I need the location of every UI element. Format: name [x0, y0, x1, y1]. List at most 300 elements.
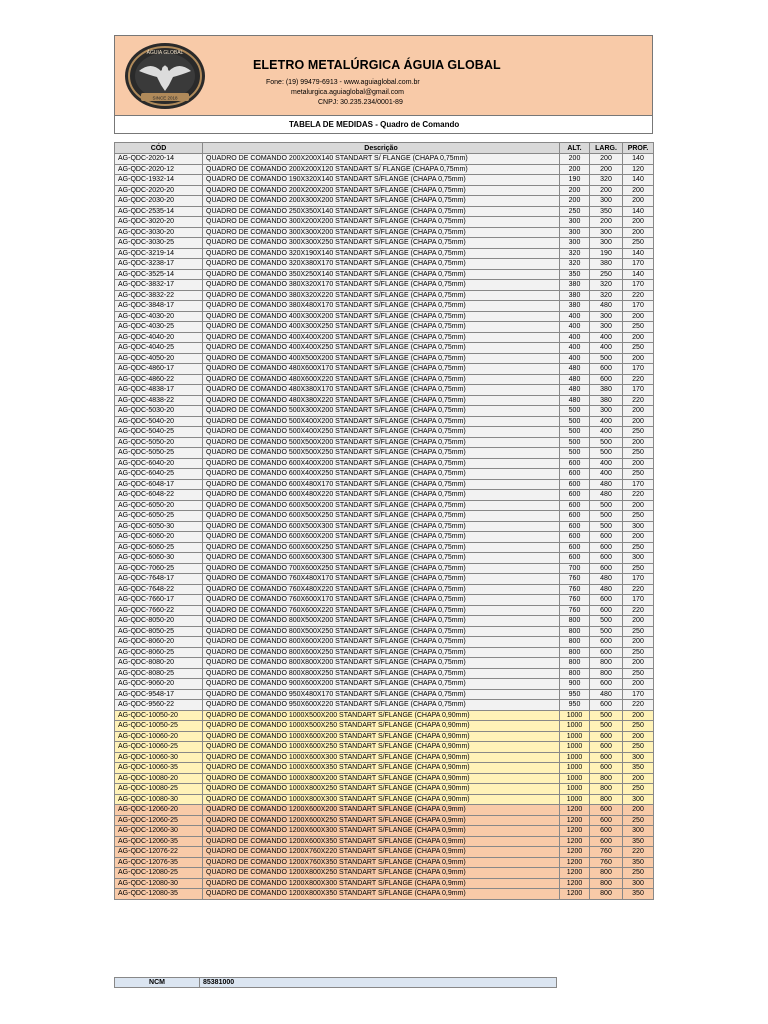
cell-code: AG-QDC-12080-30: [115, 878, 203, 889]
cell-description: QUADRO DE COMANDO 760X480X220 STANDART S/FLANGE (CHAPA 0,75mm): [203, 584, 560, 595]
cell-code: AG-QDC-2020-20: [115, 185, 203, 196]
cell-height: 600: [560, 469, 590, 480]
table-row: [115, 364, 654, 375]
cell-height: 500: [560, 448, 590, 459]
cell-height: 600: [560, 500, 590, 511]
cell-depth: 350: [623, 763, 654, 774]
cell-description: QUADRO DE COMANDO 500X300X200 STANDART S/FLANGE (CHAPA 0,75mm): [203, 406, 560, 417]
cell-height: 350: [560, 269, 590, 280]
cell-code: AG-QDC-7648-17: [115, 574, 203, 585]
table-row: [115, 889, 654, 900]
cell-description: QUADRO DE COMANDO 480X380X220 STANDART S/FLANGE (CHAPA 0,75mm): [203, 395, 560, 406]
table-row: [115, 490, 654, 501]
cell-depth: 250: [623, 322, 654, 333]
cell-depth: 300: [623, 826, 654, 837]
cell-description: QUADRO DE COMANDO 200X200X120 STANDART S/ FLANGE (CHAPA 0,75mm): [203, 164, 560, 175]
cell-width: 300: [590, 311, 623, 322]
table-row: [115, 742, 654, 753]
cell-depth: 200: [623, 658, 654, 669]
table-row: [115, 406, 654, 417]
cell-width: 800: [590, 889, 623, 900]
cell-depth: 170: [623, 385, 654, 396]
cell-width: 400: [590, 469, 623, 480]
cell-depth: 170: [623, 259, 654, 270]
cell-height: 800: [560, 637, 590, 648]
table-row: [115, 416, 654, 427]
logo-text-top: ÁGUIA GLOBAL: [146, 50, 184, 56]
cell-height: 500: [560, 406, 590, 417]
cell-description: QUADRO DE COMANDO 1000X600X300 STANDART S/FLANGE (CHAPA 0,90mm): [203, 752, 560, 763]
table-row: [115, 322, 654, 333]
cell-code: AG-QDC-4030-20: [115, 311, 203, 322]
cell-width: 600: [590, 763, 623, 774]
cell-width: 800: [590, 868, 623, 879]
cell-width: 600: [590, 679, 623, 690]
cell-width: 600: [590, 374, 623, 385]
cell-height: 380: [560, 301, 590, 312]
cell-description: QUADRO DE COMANDO 800X600X250 STANDART S/FLANGE (CHAPA 0,75mm): [203, 647, 560, 658]
cell-depth: 220: [623, 395, 654, 406]
cell-description: QUADRO DE COMANDO 200X200X200 STANDART S/FLANGE (CHAPA 0,75mm): [203, 185, 560, 196]
cell-height: 800: [560, 658, 590, 669]
cell-code: AG-QDC-4050-20: [115, 353, 203, 364]
cell-depth: 200: [623, 679, 654, 690]
cell-height: 900: [560, 679, 590, 690]
cell-code: AG-QDC-2020-12: [115, 164, 203, 175]
table-row: [115, 175, 654, 186]
cell-description: QUADRO DE COMANDO 1000X600X250 STANDART S/FLANGE (CHAPA 0,90mm): [203, 742, 560, 753]
cell-description: QUADRO DE COMANDO 350X250X140 STANDART S/FLANGE (CHAPA 0,75mm): [203, 269, 560, 280]
table-row: [115, 332, 654, 343]
cell-code: AG-QDC-7060-25: [115, 563, 203, 574]
cell-depth: 200: [623, 416, 654, 427]
cell-description: QUADRO DE COMANDO 1200X800X250 STANDART S/FLANGE (CHAPA 0,9mm): [203, 868, 560, 879]
cell-depth: 200: [623, 185, 654, 196]
cell-code: AG-QDC-7648-22: [115, 584, 203, 595]
table-row: [115, 805, 654, 816]
cell-description: QUADRO DE COMANDO 600X400X250 STANDART S/FLANGE (CHAPA 0,75mm): [203, 469, 560, 480]
cell-height: 1200: [560, 815, 590, 826]
cell-height: 1200: [560, 878, 590, 889]
cell-width: 480: [590, 301, 623, 312]
table-row: [115, 668, 654, 679]
cell-description: QUADRO DE COMANDO 480X600X170 STANDART S/FLANGE (CHAPA 0,75mm): [203, 364, 560, 375]
table-row: [115, 269, 654, 280]
table-row: [115, 437, 654, 448]
cell-width: 320: [590, 175, 623, 186]
cell-code: AG-QDC-9560-22: [115, 700, 203, 711]
cell-code: AG-QDC-10060-35: [115, 763, 203, 774]
cell-width: 600: [590, 605, 623, 616]
cell-height: 400: [560, 353, 590, 364]
cell-width: 600: [590, 700, 623, 711]
cell-code: AG-QDC-12076-35: [115, 857, 203, 868]
table-row: [115, 826, 654, 837]
cell-height: 480: [560, 385, 590, 396]
cell-description: QUADRO DE COMANDO 1000X600X350 STANDART S/FLANGE (CHAPA 0,90mm): [203, 763, 560, 774]
cell-height: 400: [560, 332, 590, 343]
cell-code: AG-QDC-3030-25: [115, 238, 203, 249]
cell-code: AG-QDC-2535-14: [115, 206, 203, 217]
cell-height: 200: [560, 196, 590, 207]
cell-width: 600: [590, 595, 623, 606]
cell-width: 600: [590, 836, 623, 847]
cell-description: QUADRO DE COMANDO 950X480X170 STANDART S/FLANGE (CHAPA 0,75mm): [203, 689, 560, 700]
cell-height: 380: [560, 280, 590, 291]
cell-code: AG-QDC-10050-25: [115, 721, 203, 732]
table-row: [115, 248, 654, 259]
column-header-width: LARG.: [590, 143, 623, 154]
table-row: [115, 878, 654, 889]
cell-width: 760: [590, 847, 623, 858]
cell-depth: 250: [623, 721, 654, 732]
cell-code: AG-QDC-8080-20: [115, 658, 203, 669]
table-row: [115, 616, 654, 627]
cell-code: AG-QDC-2030-20: [115, 196, 203, 207]
cell-height: 300: [560, 217, 590, 228]
column-header-depth: PROF.: [623, 143, 654, 154]
table-row: [115, 385, 654, 396]
cell-height: 200: [560, 164, 590, 175]
cell-depth: 250: [623, 868, 654, 879]
cell-height: 1000: [560, 784, 590, 795]
table-row: [115, 658, 654, 669]
cell-width: 200: [590, 185, 623, 196]
cell-depth: 170: [623, 595, 654, 606]
cell-depth: 250: [623, 815, 654, 826]
table-row: [115, 553, 654, 564]
logo-text-bottom: SINCE 2018: [152, 95, 178, 101]
cell-height: 320: [560, 248, 590, 259]
cell-height: 1000: [560, 721, 590, 732]
cell-code: AG-QDC-7660-17: [115, 595, 203, 606]
cell-height: 1000: [560, 763, 590, 774]
cell-height: 200: [560, 154, 590, 165]
cell-code: AG-QDC-5040-25: [115, 427, 203, 438]
cell-code: AG-QDC-12076-22: [115, 847, 203, 858]
cell-description: QUADRO DE COMANDO 600X480X170 STANDART S/FLANGE (CHAPA 0,75mm): [203, 479, 560, 490]
table-row: [115, 868, 654, 879]
cell-description: QUADRO DE COMANDO 900X600X200 STANDART S/FLANGE (CHAPA 0,75mm): [203, 679, 560, 690]
cell-height: 480: [560, 364, 590, 375]
cell-width: 500: [590, 353, 623, 364]
measurements-table: [114, 142, 654, 900]
cell-description: QUADRO DE COMANDO 500X400X250 STANDART S/FLANGE (CHAPA 0,75mm): [203, 427, 560, 438]
cell-description: QUADRO DE COMANDO 380X320X220 STANDART S/FLANGE (CHAPA 0,75mm): [203, 290, 560, 301]
cell-width: 600: [590, 532, 623, 543]
cell-height: 760: [560, 584, 590, 595]
cell-height: 1000: [560, 742, 590, 753]
company-header: [114, 35, 653, 116]
cell-code: AG-QDC-5050-20: [115, 437, 203, 448]
cell-description: QUADRO DE COMANDO 1200X600X300 STANDART S/FLANGE (CHAPA 0,9mm): [203, 826, 560, 837]
table-row: [115, 605, 654, 616]
table-row: [115, 773, 654, 784]
cell-width: 500: [590, 511, 623, 522]
cell-height: 600: [560, 458, 590, 469]
table-row: [115, 752, 654, 763]
cell-depth: 140: [623, 248, 654, 259]
cell-depth: 170: [623, 689, 654, 700]
cell-width: 380: [590, 385, 623, 396]
cell-description: QUADRO DE COMANDO 1000X500X250 STANDART S/FLANGE (CHAPA 0,90mm): [203, 721, 560, 732]
cell-depth: 170: [623, 301, 654, 312]
cell-width: 800: [590, 658, 623, 669]
cell-depth: 250: [623, 742, 654, 753]
cell-description: QUADRO DE COMANDO 300X200X200 STANDART S/FLANGE (CHAPA 0,75mm): [203, 217, 560, 228]
cell-code: AG-QDC-3525-14: [115, 269, 203, 280]
cell-width: 500: [590, 437, 623, 448]
cell-height: 1200: [560, 826, 590, 837]
cell-width: 200: [590, 217, 623, 228]
cell-width: 300: [590, 196, 623, 207]
table-row: [115, 185, 654, 196]
cell-depth: 170: [623, 479, 654, 490]
cell-description: QUADRO DE COMANDO 600X600X200 STANDART S/FLANGE (CHAPA 0,75mm): [203, 532, 560, 543]
cell-code: AG-QDC-6050-30: [115, 521, 203, 532]
table-row: [115, 857, 654, 868]
cell-height: 1000: [560, 773, 590, 784]
cell-height: 480: [560, 395, 590, 406]
cell-depth: 220: [623, 374, 654, 385]
cell-depth: 200: [623, 458, 654, 469]
cell-width: 200: [590, 164, 623, 175]
cell-depth: 200: [623, 616, 654, 627]
cell-depth: 200: [623, 500, 654, 511]
cell-code: AG-QDC-7660-22: [115, 605, 203, 616]
cell-width: 600: [590, 742, 623, 753]
cell-description: QUADRO DE COMANDO 1200X800X300 STANDART S/FLANGE (CHAPA 0,9mm): [203, 878, 560, 889]
cell-depth: 300: [623, 794, 654, 805]
cell-code: AG-QDC-8080-25: [115, 668, 203, 679]
table-row: [115, 637, 654, 648]
cell-width: 600: [590, 826, 623, 837]
cell-depth: 200: [623, 637, 654, 648]
cell-height: 1200: [560, 847, 590, 858]
table-row: [115, 511, 654, 522]
cell-depth: 200: [623, 532, 654, 543]
cell-description: QUADRO DE COMANDO 1000X800X200 STANDART S/FLANGE (CHAPA 0,90mm): [203, 773, 560, 784]
cell-height: 500: [560, 427, 590, 438]
table-row: [115, 763, 654, 774]
table-row: [115, 469, 654, 480]
table-row: [115, 847, 654, 858]
cell-depth: 250: [623, 343, 654, 354]
cell-description: QUADRO DE COMANDO 500X500X200 STANDART S/FLANGE (CHAPA 0,75mm): [203, 437, 560, 448]
cell-height: 760: [560, 595, 590, 606]
cell-height: 1200: [560, 889, 590, 900]
cell-width: 300: [590, 322, 623, 333]
cell-description: QUADRO DE COMANDO 200X300X200 STANDART S/FLANGE (CHAPA 0,75mm): [203, 196, 560, 207]
cell-description: QUADRO DE COMANDO 1200X760X220 STANDART S/FLANGE (CHAPA 0,9mm): [203, 847, 560, 858]
cell-description: QUADRO DE COMANDO 1000X500X200 STANDART S/FLANGE (CHAPA 0,90mm): [203, 710, 560, 721]
column-header-height: ALT.: [560, 143, 590, 154]
cell-code: AG-QDC-10080-25: [115, 784, 203, 795]
cell-height: 600: [560, 490, 590, 501]
cell-description: QUADRO DE COMANDO 300X300X200 STANDART S/FLANGE (CHAPA 0,75mm): [203, 227, 560, 238]
cell-code: AG-QDC-12060-20: [115, 805, 203, 816]
contact-phone-site: Fone: (19) 99479-6913 - www.aguiaglobal.com.br: [266, 79, 420, 86]
cell-height: 600: [560, 511, 590, 522]
cell-description: QUADRO DE COMANDO 1000X600X200 STANDART S/FLANGE (CHAPA 0,90mm): [203, 731, 560, 742]
cell-depth: 140: [623, 154, 654, 165]
cell-depth: 250: [623, 563, 654, 574]
cell-code: AG-QDC-10080-20: [115, 773, 203, 784]
cell-description: QUADRO DE COMANDO 300X300X250 STANDART S/FLANGE (CHAPA 0,75mm): [203, 238, 560, 249]
cell-code: AG-QDC-10050-20: [115, 710, 203, 721]
cell-code: AG-QDC-12060-25: [115, 815, 203, 826]
cell-description: QUADRO DE COMANDO 700X600X250 STANDART S/FLANGE (CHAPA 0,75mm): [203, 563, 560, 574]
cell-width: 380: [590, 395, 623, 406]
cell-depth: 140: [623, 175, 654, 186]
cell-depth: 200: [623, 217, 654, 228]
cell-code: AG-QDC-3020-20: [115, 217, 203, 228]
column-header-code: CÓD: [115, 143, 203, 154]
cell-description: QUADRO DE COMANDO 600X600X250 STANDART S/FLANGE (CHAPA 0,75mm): [203, 542, 560, 553]
cell-code: AG-QDC-8050-25: [115, 626, 203, 637]
cell-description: QUADRO DE COMANDO 1200X760X350 STANDART S/FLANGE (CHAPA 0,9mm): [203, 857, 560, 868]
cell-description: QUADRO DE COMANDO 400X400X200 STANDART S/FLANGE (CHAPA 0,75mm): [203, 332, 560, 343]
cell-height: 200: [560, 185, 590, 196]
table-row: [115, 521, 654, 532]
cell-depth: 250: [623, 511, 654, 522]
cell-depth: 200: [623, 805, 654, 816]
cell-code: AG-QDC-6040-25: [115, 469, 203, 480]
table-row: [115, 679, 654, 690]
cell-depth: 200: [623, 437, 654, 448]
cell-depth: 200: [623, 227, 654, 238]
cell-description: QUADRO DE COMANDO 320X190X140 STANDART S/FLANGE (CHAPA 0,75mm): [203, 248, 560, 259]
cell-description: QUADRO DE COMANDO 320X380X170 STANDART S/FLANGE (CHAPA 0,75mm): [203, 259, 560, 270]
cell-height: 950: [560, 689, 590, 700]
table-row: [115, 700, 654, 711]
table-row: [115, 259, 654, 270]
cell-code: AG-QDC-4838-17: [115, 385, 203, 396]
table-row: [115, 532, 654, 543]
cell-description: QUADRO DE COMANDO 760X480X170 STANDART S/FLANGE (CHAPA 0,75mm): [203, 574, 560, 585]
cell-height: 800: [560, 616, 590, 627]
cell-width: 800: [590, 794, 623, 805]
cell-width: 350: [590, 206, 623, 217]
cell-height: 190: [560, 175, 590, 186]
cell-depth: 200: [623, 353, 654, 364]
cell-depth: 170: [623, 364, 654, 375]
table-row: [115, 647, 654, 658]
cell-code: AG-QDC-4860-22: [115, 374, 203, 385]
cell-width: 300: [590, 406, 623, 417]
cell-depth: 250: [623, 784, 654, 795]
cell-width: 600: [590, 815, 623, 826]
cell-height: 700: [560, 563, 590, 574]
cell-depth: 250: [623, 668, 654, 679]
cell-depth: 200: [623, 731, 654, 742]
cell-width: 250: [590, 269, 623, 280]
cell-height: 320: [560, 259, 590, 270]
table-row: [115, 196, 654, 207]
cell-code: AG-QDC-10060-20: [115, 731, 203, 742]
cell-depth: 350: [623, 857, 654, 868]
cell-description: QUADRO DE COMANDO 1200X600X200 STANDART S/FLANGE (CHAPA 0,9mm): [203, 805, 560, 816]
cell-code: AG-QDC-6060-30: [115, 553, 203, 564]
cell-width: 480: [590, 584, 623, 595]
cell-depth: 300: [623, 521, 654, 532]
cell-height: 300: [560, 227, 590, 238]
cell-description: QUADRO DE COMANDO 1200X600X250 STANDART S/FLANGE (CHAPA 0,9mm): [203, 815, 560, 826]
cell-height: 1200: [560, 857, 590, 868]
column-header-description: Descrição: [203, 143, 560, 154]
cell-code: AG-QDC-10060-30: [115, 752, 203, 763]
cell-code: AG-QDC-12080-35: [115, 889, 203, 900]
cell-code: AG-QDC-2020-14: [115, 154, 203, 165]
table-row: [115, 374, 654, 385]
cell-height: 1000: [560, 752, 590, 763]
cell-description: QUADRO DE COMANDO 1000X800X250 STANDART S/FLANGE (CHAPA 0,90mm): [203, 784, 560, 795]
cell-code: AG-QDC-9060-20: [115, 679, 203, 690]
table-row: [115, 238, 654, 249]
cell-description: QUADRO DE COMANDO 600X500X200 STANDART S/FLANGE (CHAPA 0,75mm): [203, 500, 560, 511]
cell-width: 480: [590, 689, 623, 700]
table-row: [115, 595, 654, 606]
cell-code: AG-QDC-10080-30: [115, 794, 203, 805]
cell-code: AG-QDC-4860-17: [115, 364, 203, 375]
table-header-row: [115, 143, 654, 154]
cell-width: 600: [590, 542, 623, 553]
cell-code: AG-QDC-4030-25: [115, 322, 203, 333]
cell-description: QUADRO DE COMANDO 500X500X250 STANDART S/FLANGE (CHAPA 0,75mm): [203, 448, 560, 459]
cell-code: AG-QDC-4040-25: [115, 343, 203, 354]
cell-depth: 200: [623, 311, 654, 322]
cell-width: 800: [590, 878, 623, 889]
ncm-value: 85381000: [200, 977, 557, 988]
table-row: [115, 815, 654, 826]
cell-depth: 250: [623, 647, 654, 658]
table-row: [115, 689, 654, 700]
cell-width: 800: [590, 784, 623, 795]
cell-width: 500: [590, 500, 623, 511]
table-row: [115, 395, 654, 406]
cell-depth: 220: [623, 290, 654, 301]
table-body: [115, 154, 654, 900]
table-row: [115, 301, 654, 312]
cell-width: 600: [590, 805, 623, 816]
cell-width: 480: [590, 490, 623, 501]
cell-width: 200: [590, 154, 623, 165]
cell-width: 400: [590, 427, 623, 438]
table-row: [115, 206, 654, 217]
cell-depth: 120: [623, 164, 654, 175]
cell-depth: 200: [623, 710, 654, 721]
table-row: [115, 563, 654, 574]
cell-description: QUADRO DE COMANDO 600X480X220 STANDART S/FLANGE (CHAPA 0,75mm): [203, 490, 560, 501]
cell-width: 600: [590, 637, 623, 648]
cell-width: 400: [590, 343, 623, 354]
cell-code: AG-QDC-12060-35: [115, 836, 203, 847]
cell-description: QUADRO DE COMANDO 480X380X170 STANDART S/FLANGE (CHAPA 0,75mm): [203, 385, 560, 396]
contact-cnpj: CNPJ: 30.235.234/0001-89: [318, 99, 403, 106]
cell-height: 500: [560, 437, 590, 448]
cell-code: AG-QDC-6060-25: [115, 542, 203, 553]
cell-description: QUADRO DE COMANDO 1200X600X350 STANDART S/FLANGE (CHAPA 0,9mm): [203, 836, 560, 847]
table-row: [115, 721, 654, 732]
cell-height: 250: [560, 206, 590, 217]
cell-width: 320: [590, 290, 623, 301]
cell-height: 1000: [560, 710, 590, 721]
cell-depth: 220: [623, 605, 654, 616]
cell-description: QUADRO DE COMANDO 950X600X220 STANDART S/FLANGE (CHAPA 0,75mm): [203, 700, 560, 711]
cell-height: 300: [560, 238, 590, 249]
table-row: [115, 458, 654, 469]
cell-code: AG-QDC-3030-20: [115, 227, 203, 238]
